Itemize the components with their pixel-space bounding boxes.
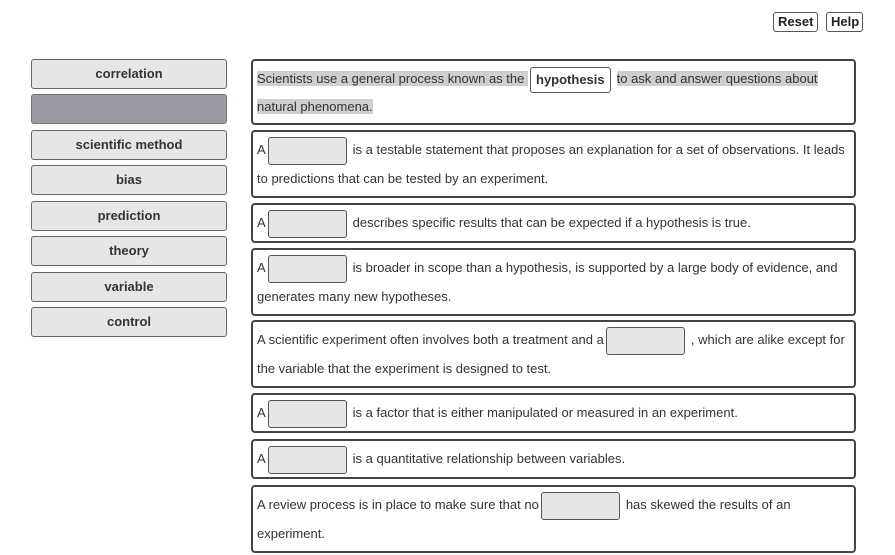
sentence-2 <box>251 130 856 198</box>
term-tile-empty <box>31 94 227 124</box>
term-tile[interactable]: variable <box>31 272 227 302</box>
sentence-4 <box>251 248 856 316</box>
sentence-5 <box>251 320 856 388</box>
sentence-text-before: A scientific experiment often involves both a treatment and a <box>257 332 604 347</box>
sentence-6 <box>251 393 856 433</box>
sentence-text-after: is broader in scope than a hypothesis, is supported by a large body of evidence, and generates many new hypotheses. <box>257 260 838 304</box>
sentence-text-after: , which are alike except for the variable that the experiment is designed to test. <box>257 332 845 376</box>
term-tile[interactable]: theory <box>31 236 227 266</box>
sentence-text-before: Scientists use a general process known as the <box>257 71 525 86</box>
sentence-text-before: A <box>257 405 266 420</box>
answer-slot-5[interactable] <box>606 327 685 355</box>
sentence-text-before: A <box>257 451 266 466</box>
sentence-text-before: A <box>257 142 266 157</box>
reset-button[interactable]: Reset <box>773 12 818 32</box>
answer-slot-3[interactable] <box>268 210 347 238</box>
help-button[interactable]: Help <box>826 12 863 32</box>
answer-slot-6[interactable] <box>268 400 347 428</box>
answer-slot-8[interactable] <box>541 492 620 520</box>
term-tile[interactable]: bias <box>31 165 227 195</box>
sentence-3 <box>251 203 856 243</box>
term-tile[interactable]: scientific method <box>31 130 227 160</box>
answer-slot-1[interactable]: hypothesis <box>530 67 611 93</box>
sentence-text-before: A <box>257 215 266 230</box>
sentence-text-after: is a quantitative relationship between variables. <box>352 451 626 466</box>
term-tile[interactable]: control <box>31 307 227 337</box>
sentence-text-after: to ask and answer questions about natural phenomena. <box>257 71 818 114</box>
term-tile[interactable]: prediction <box>31 201 227 231</box>
answer-slot-2[interactable] <box>268 137 347 165</box>
sentence-text-before: A <box>257 260 266 275</box>
sentence-text-after: describes specific results that can be expected if a hypothesis is true. <box>352 215 751 230</box>
answer-slot-4[interactable] <box>268 255 347 283</box>
sentence-1 <box>251 59 856 125</box>
answer-slot-7[interactable] <box>268 446 347 474</box>
term-tile[interactable]: correlation <box>31 59 227 89</box>
sentence-8 <box>251 485 856 553</box>
sentence-7 <box>251 439 856 479</box>
sentence-text-after: is a factor that is either manipulated or measured in an experiment. <box>352 405 738 420</box>
sentence-text-after: has skewed the results of an experiment. <box>257 497 791 541</box>
sentence-text-before: A review process is in place to make sure that no <box>257 497 539 512</box>
sentence-text-after: is a testable statement that proposes an explanation for a set of observations. It leads to predictions that can be tested by an experiment. <box>257 142 845 186</box>
